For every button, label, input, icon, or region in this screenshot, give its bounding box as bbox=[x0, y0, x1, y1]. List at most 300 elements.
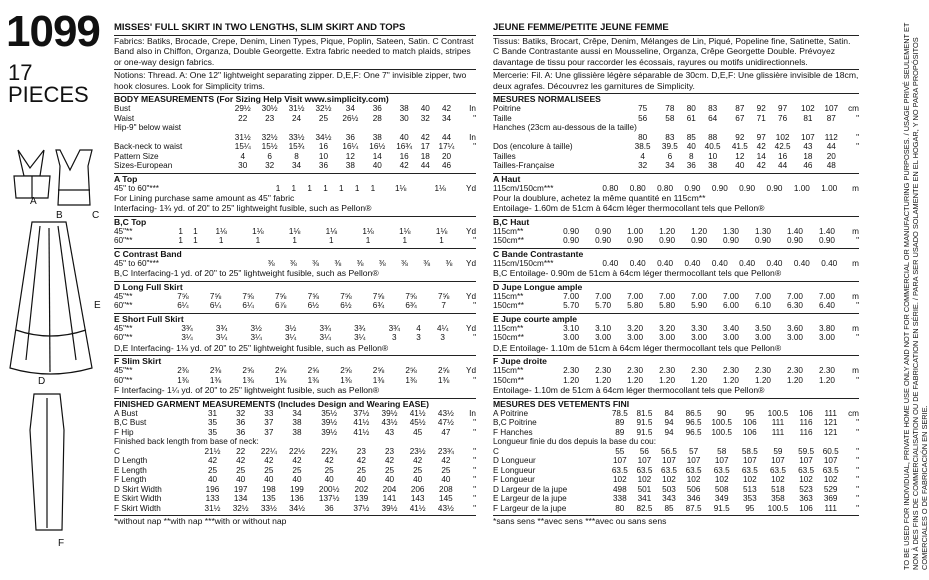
row-label: Longueur finie du dos depuis la base du cou: bbox=[493, 437, 656, 447]
row-value: 3.00 bbox=[595, 333, 612, 343]
row-value: 1⅜ bbox=[372, 375, 385, 385]
row-label: 115cm** bbox=[493, 323, 524, 333]
row-value: 35½ bbox=[321, 408, 338, 418]
row-value: 23 bbox=[384, 446, 395, 456]
row-value: 55 bbox=[615, 446, 625, 456]
table-row bbox=[493, 324, 859, 334]
yardage-section-title: E Short Full Skirt bbox=[114, 313, 184, 324]
table-row bbox=[493, 104, 859, 114]
row-value: 45½ bbox=[409, 418, 426, 428]
row-value: 23 bbox=[356, 446, 366, 456]
row-value: 56 bbox=[639, 446, 649, 456]
row-unit: " bbox=[856, 427, 859, 437]
row-label: D Skirt Width bbox=[114, 484, 162, 494]
table-row bbox=[493, 259, 859, 269]
row-value: 42 bbox=[413, 456, 423, 466]
row-value: 40 bbox=[356, 475, 366, 485]
french-footnote: *sans sens **avec sens ***avec ou sans sens bbox=[493, 516, 667, 527]
row-value: 6 bbox=[267, 151, 272, 161]
row-label: F Largeur de la jupe bbox=[493, 503, 567, 513]
row-value: 2⅜ bbox=[177, 366, 189, 376]
view-label-d: D bbox=[38, 376, 46, 387]
row-value: 199 bbox=[290, 484, 304, 494]
row-value: 346 bbox=[686, 494, 701, 504]
row-unit: " bbox=[856, 333, 859, 343]
row-unit: " bbox=[473, 494, 476, 504]
row-value: 5.90 bbox=[691, 301, 707, 311]
table-row bbox=[114, 418, 476, 428]
row-value: 40 bbox=[384, 475, 395, 485]
view-label-b: B bbox=[56, 210, 63, 221]
row-value: 32 bbox=[265, 161, 275, 171]
row-unit: " bbox=[473, 456, 476, 466]
row-value: 25 bbox=[384, 465, 395, 475]
table-row bbox=[114, 292, 476, 302]
row-value: 1 bbox=[307, 183, 312, 193]
table-row bbox=[114, 494, 476, 504]
row-value: 6¼ bbox=[209, 301, 222, 311]
row-value: 107 bbox=[771, 456, 785, 466]
row-value: 1.20 bbox=[659, 375, 676, 385]
row-value: 107 bbox=[801, 132, 815, 142]
side-disclaimer bbox=[862, 10, 929, 570]
table-row bbox=[493, 437, 859, 447]
row-value: 3¼ bbox=[354, 333, 366, 343]
row-label: 115cm** bbox=[493, 366, 524, 376]
row-value: 58 bbox=[717, 446, 727, 456]
yardage-table bbox=[493, 184, 859, 194]
row-unit: " bbox=[856, 418, 859, 428]
row-value: 518 bbox=[771, 484, 785, 494]
row-value: 63.5 bbox=[741, 465, 758, 475]
row-unit: " bbox=[856, 113, 859, 123]
yardage-section-title: D Long Full Skirt bbox=[114, 281, 183, 292]
row-unit: " bbox=[473, 427, 476, 437]
row-value: 58 bbox=[665, 113, 675, 123]
row-value: 21½ bbox=[204, 446, 221, 456]
row-value: 0.40 bbox=[821, 258, 838, 268]
english-body-table bbox=[114, 104, 476, 171]
table-row bbox=[493, 366, 859, 376]
row-value: 1⅜ bbox=[209, 375, 222, 385]
row-value: 22½ bbox=[289, 446, 305, 456]
row-label: 150cm** bbox=[493, 333, 524, 343]
row-value: 43 bbox=[384, 427, 395, 437]
row-value: 6¾ bbox=[372, 301, 385, 311]
table-row bbox=[493, 114, 859, 124]
row-value: 90 bbox=[717, 408, 727, 418]
row-label: 150cm** bbox=[493, 236, 524, 246]
row-value: 80 bbox=[638, 132, 648, 142]
yardage-note: Entoilage- 1.60m de 51cm à 64cm léger thermocollant tels que Pellon® bbox=[493, 203, 765, 214]
yardage-note: F Interfacing- 1¼ yd. of 20" to 25" lightweight fusible, such as Pellon® bbox=[114, 385, 380, 396]
table-row bbox=[493, 142, 859, 152]
row-value: 31 bbox=[207, 408, 218, 418]
row-value: 67 bbox=[735, 113, 745, 123]
row-value: 39½ bbox=[321, 418, 338, 428]
row-value: 134 bbox=[233, 494, 248, 504]
english-fabrics: Fabrics: Batiks, Brocade, Crepe, Denim, Linen Types, Pique, Poplin, Sateen, Satin. C Contrast Band also in Chiffon, Organza, Double Georgette. Extra fabric needed to match plaids, stripes or one-way design fabrics. bbox=[114, 36, 474, 67]
row-value: 80 bbox=[615, 503, 625, 513]
row-value: 41½ bbox=[409, 503, 426, 513]
row-value: 39½ bbox=[381, 408, 398, 418]
row-value: 1 bbox=[354, 183, 360, 193]
row-unit: " bbox=[856, 446, 859, 456]
row-value: 95 bbox=[745, 408, 755, 418]
row-value: 75 bbox=[638, 104, 648, 114]
row-unit: " bbox=[473, 446, 476, 456]
table-row bbox=[114, 333, 476, 343]
row-label: 60"** bbox=[114, 236, 133, 246]
row-value: 107 bbox=[824, 104, 839, 114]
row-value: 3 bbox=[440, 333, 445, 343]
row-value: 1⅜ bbox=[340, 375, 352, 385]
row-value: 40 bbox=[735, 161, 745, 171]
row-value: 89 bbox=[615, 418, 625, 428]
row-value: 1.30 bbox=[755, 226, 771, 236]
row-value: 0.80 bbox=[602, 183, 619, 193]
row-value: 1 bbox=[178, 236, 183, 246]
row-value: 198 bbox=[261, 484, 276, 494]
row-value: 1.20 bbox=[627, 375, 644, 385]
row-value: 91.5 bbox=[636, 418, 653, 428]
row-value: 43 bbox=[803, 142, 813, 152]
row-value: 7.00 bbox=[595, 291, 612, 301]
row-value: 22 bbox=[238, 113, 248, 123]
table-row bbox=[114, 133, 476, 143]
row-value: 42.5 bbox=[774, 142, 791, 152]
row-value: 25 bbox=[207, 465, 218, 475]
row-value: 2⅝ bbox=[372, 366, 385, 376]
french-notions: Mercerie: Fil. A: Une glissière légère séparable de 30cm. D,E,F: Une glissière invisible de 18cm, deux agrafes. Découvrez les garnitures de Simplicity. bbox=[493, 70, 859, 91]
row-value: 39½ bbox=[321, 427, 338, 437]
row-value: 42 bbox=[756, 161, 766, 171]
row-value: 1⅜ bbox=[405, 375, 417, 385]
row-value: 10 bbox=[708, 151, 718, 161]
row-value: 3¼ bbox=[319, 333, 331, 343]
row-value: 81 bbox=[803, 113, 813, 123]
row-value: 7.00 bbox=[723, 291, 739, 301]
row-value: 32½ bbox=[232, 503, 249, 513]
yardage-table bbox=[114, 259, 476, 269]
row-value: 353 bbox=[742, 494, 757, 504]
row-value: 102 bbox=[823, 475, 838, 485]
row-value: 3.00 bbox=[563, 333, 580, 343]
row-label: F Length bbox=[114, 475, 147, 485]
yardage-note: B,C Entoilage- 0.90m de 51cm à 64cm léger thermocollant tels que Pellon® bbox=[493, 268, 782, 279]
row-value: 102 bbox=[662, 475, 676, 485]
row-unit: Yd bbox=[465, 226, 476, 236]
row-unit: " bbox=[473, 301, 476, 311]
row-value: 16¾ bbox=[396, 142, 413, 152]
table-row bbox=[493, 236, 859, 246]
row-value: 34 bbox=[292, 408, 302, 418]
row-unit: Yd bbox=[465, 183, 476, 193]
row-value: 40 bbox=[264, 475, 274, 485]
row-value: ⅜ bbox=[445, 258, 453, 268]
row-unit bbox=[460, 152, 476, 162]
row-value: 36 bbox=[236, 427, 246, 437]
row-value: 42 bbox=[756, 142, 766, 152]
french-finished-table bbox=[493, 409, 859, 514]
row-value: 106 bbox=[742, 427, 757, 437]
yardage-section-title: C Bande Contrastante bbox=[493, 248, 584, 259]
row-value: 3.80 bbox=[819, 323, 835, 333]
row-value: 38.5 bbox=[634, 142, 651, 152]
row-value: 1⅛ bbox=[362, 226, 374, 236]
row-label: 150cm** bbox=[493, 301, 524, 311]
row-value: 1⅛ bbox=[434, 183, 446, 193]
left-panel bbox=[0, 0, 100, 580]
row-value: 2.30 bbox=[659, 366, 676, 376]
row-label: 60"** bbox=[114, 301, 133, 311]
row-value: 22 bbox=[236, 446, 246, 456]
row-value: 102 bbox=[686, 475, 701, 485]
row-value: 2⅝ bbox=[340, 366, 352, 376]
row-value: 1⅜ bbox=[275, 375, 287, 385]
english-title: MISSES' FULL SKIRT IN TWO LENGTHS, SLIM SKIRT AND TOPS bbox=[114, 22, 406, 33]
row-value: 116 bbox=[799, 418, 813, 428]
row-value: 17¼ bbox=[438, 142, 455, 152]
row-value: 85 bbox=[686, 132, 696, 142]
row-value: 14 bbox=[756, 151, 766, 161]
row-value: 1⅛ bbox=[394, 183, 407, 193]
row-value: 0.90 bbox=[684, 183, 701, 193]
row-value: 6.00 bbox=[723, 301, 739, 311]
row-value: 59.5 bbox=[798, 446, 814, 456]
row-value: 102 bbox=[799, 475, 813, 485]
row-value: 2.30 bbox=[819, 366, 835, 376]
row-value: 7⅝ bbox=[209, 291, 222, 301]
yardage-note: For Lining purchase same amount as 45" fabric bbox=[114, 193, 295, 204]
row-value: 43½ bbox=[437, 503, 454, 513]
row-value: 139 bbox=[354, 494, 369, 504]
row-value: 87.5 bbox=[685, 503, 702, 513]
row-label: 60"** bbox=[114, 333, 133, 343]
row-label: B,C Bust bbox=[114, 418, 147, 428]
row-value: 48 bbox=[826, 161, 836, 171]
row-value: 37½ bbox=[353, 503, 370, 513]
row-value: 200½ bbox=[318, 484, 340, 494]
row-label: D Largeur de la jupe bbox=[493, 484, 568, 494]
row-value: 7.00 bbox=[819, 291, 835, 301]
row-value: 12 bbox=[345, 151, 355, 161]
row-value: 1⅛ bbox=[435, 226, 448, 236]
row-value: 30 bbox=[399, 113, 409, 123]
row-label: Taille bbox=[493, 113, 512, 123]
row-value: 22¾ bbox=[321, 446, 338, 456]
row-value: 529 bbox=[823, 484, 838, 494]
row-value: 6⅞ bbox=[275, 301, 287, 311]
row-value: 102 bbox=[742, 475, 757, 485]
row-value: 30½ bbox=[261, 104, 278, 114]
row-label: 45"** bbox=[114, 323, 133, 333]
row-value: 135 bbox=[261, 494, 276, 504]
table-row bbox=[114, 456, 476, 466]
row-unit: " bbox=[856, 236, 859, 246]
table-row bbox=[114, 301, 476, 311]
row-value: 25 bbox=[264, 465, 274, 475]
row-value: 3¾ bbox=[181, 323, 193, 333]
row-value: 3.00 bbox=[691, 333, 707, 343]
row-value: 4 bbox=[240, 151, 246, 161]
row-value: 111 bbox=[824, 408, 837, 418]
row-unit: Yd bbox=[465, 366, 476, 376]
row-value: 41.5 bbox=[731, 142, 748, 152]
table-row bbox=[114, 475, 476, 485]
table-row bbox=[114, 161, 476, 171]
row-value: 42 bbox=[264, 456, 274, 466]
english-body-heading: BODY MEASUREMENTS (For Sizing Help Visit www.simplicity.com) bbox=[114, 94, 389, 105]
row-unit: " bbox=[856, 503, 859, 513]
row-value: 60.5 bbox=[822, 446, 839, 456]
row-value: 100.5 bbox=[767, 408, 789, 418]
row-label: 45"** bbox=[114, 291, 133, 301]
row-label: 115cm/150cm*** bbox=[493, 258, 554, 268]
yardage-table bbox=[493, 227, 859, 246]
top-bc-illustration bbox=[56, 150, 92, 205]
row-value: 1 bbox=[178, 226, 183, 236]
row-value: 46 bbox=[803, 161, 813, 171]
row-value: 2.30 bbox=[627, 366, 644, 376]
row-value: 3½ bbox=[250, 323, 262, 333]
row-label: Poitrine bbox=[493, 104, 521, 114]
row-label: 115cm** bbox=[493, 291, 524, 301]
table-row bbox=[493, 184, 859, 194]
table-row bbox=[493, 292, 859, 302]
row-value: 10 bbox=[318, 151, 328, 161]
row-value: 40 bbox=[399, 132, 409, 142]
row-value: 6.10 bbox=[755, 301, 771, 311]
row-value: 1.20 bbox=[819, 375, 835, 385]
row-label: F Hanches bbox=[493, 427, 533, 437]
row-value: 42 bbox=[356, 456, 366, 466]
row-value: 44 bbox=[420, 161, 430, 171]
row-value: 42 bbox=[292, 456, 302, 466]
row-value: 338 bbox=[612, 494, 627, 504]
row-value: 94 bbox=[664, 418, 674, 428]
row-value: 34½ bbox=[315, 132, 332, 142]
row-value: 36 bbox=[686, 161, 696, 171]
row-value: 4¼ bbox=[437, 323, 449, 333]
row-value: 3.00 bbox=[627, 333, 644, 343]
row-value: 7.00 bbox=[627, 291, 644, 301]
row-value: 42 bbox=[441, 456, 451, 466]
row-value: 1 bbox=[193, 226, 198, 236]
english-footnote: *without nap **with nap ***with or without nap bbox=[114, 516, 287, 527]
row-value: 3.10 bbox=[563, 323, 580, 333]
yardage-section-title: F Slim Skirt bbox=[114, 356, 162, 367]
row-value: 3¼ bbox=[181, 333, 193, 343]
row-value: 143 bbox=[410, 494, 425, 504]
row-value: 32 bbox=[638, 161, 648, 171]
row-value: 29½ bbox=[234, 104, 251, 114]
row-value: 81.5 bbox=[636, 408, 653, 418]
row-value: 39½ bbox=[381, 503, 398, 513]
row-value: 1.20 bbox=[723, 375, 739, 385]
row-value: 107 bbox=[742, 456, 757, 466]
table-row bbox=[114, 152, 476, 162]
row-value: 94 bbox=[664, 427, 674, 437]
row-value: 63.5 bbox=[611, 465, 628, 475]
row-value: 41½ bbox=[353, 418, 370, 428]
row-unit: " bbox=[856, 301, 859, 311]
row-value: 102 bbox=[771, 475, 785, 485]
row-value: 1 bbox=[255, 236, 261, 246]
row-value: 25 bbox=[292, 465, 302, 475]
table-row bbox=[114, 104, 476, 114]
row-value: 63.5 bbox=[822, 465, 839, 475]
row-value: 63.5 bbox=[713, 465, 730, 475]
row-value: 1 bbox=[218, 236, 224, 246]
row-value: ⅜ bbox=[401, 258, 408, 268]
table-row bbox=[493, 409, 859, 419]
row-value: 0.90 bbox=[563, 226, 580, 236]
row-value: 1.20 bbox=[787, 375, 803, 385]
row-label: C bbox=[493, 446, 499, 456]
row-value: 47 bbox=[441, 427, 451, 437]
row-value: 44 bbox=[826, 142, 836, 152]
row-value: 5.80 bbox=[659, 301, 676, 311]
row-value: 7⅝ bbox=[405, 291, 417, 301]
row-value: 83 bbox=[708, 104, 718, 114]
row-value: 6¾ bbox=[405, 301, 417, 311]
row-unit: " bbox=[473, 333, 476, 343]
row-value: 16 bbox=[778, 151, 788, 161]
yardage-table bbox=[493, 366, 859, 385]
row-value: 23½ bbox=[409, 446, 426, 456]
row-value: 136 bbox=[290, 494, 304, 504]
table-row bbox=[493, 376, 859, 386]
table-row bbox=[493, 152, 859, 162]
row-value: 349 bbox=[714, 494, 729, 504]
row-label: D Length bbox=[114, 456, 148, 466]
row-value: 25 bbox=[356, 465, 366, 475]
row-value: 7⅝ bbox=[340, 291, 352, 301]
row-value: 341 bbox=[637, 494, 652, 504]
row-value: 0.90 bbox=[627, 236, 644, 246]
yardage-note: B,C Interfacing-1 yd. of 20" to 25" lightweight fusible, such as Pellon® bbox=[114, 268, 379, 279]
row-value: 46 bbox=[441, 161, 452, 171]
table-row bbox=[114, 466, 476, 476]
row-value: 12 bbox=[735, 151, 745, 161]
row-value: 40 bbox=[372, 161, 382, 171]
row-value: ⅜ bbox=[334, 258, 342, 268]
row-value: 38 bbox=[372, 132, 382, 142]
pattern-number: 1099 bbox=[6, 7, 100, 56]
row-value: 7.00 bbox=[755, 291, 771, 301]
row-value: 30 bbox=[238, 161, 248, 171]
row-value: 36 bbox=[324, 503, 334, 513]
row-value: 14 bbox=[372, 151, 382, 161]
row-value: 16¼ bbox=[342, 142, 359, 152]
row-value: 2⅝ bbox=[405, 366, 417, 376]
french-yardage bbox=[493, 173, 859, 396]
row-value: 3.50 bbox=[755, 323, 771, 333]
row-unit: " bbox=[473, 503, 476, 513]
row-unit: Yd bbox=[465, 258, 476, 268]
yardage-section-title: E Jupe courte ample bbox=[493, 313, 578, 324]
row-value: 18 bbox=[420, 151, 430, 161]
row-value: 111 bbox=[824, 503, 837, 513]
row-unit: " bbox=[473, 113, 476, 123]
row-unit: " bbox=[473, 465, 476, 475]
row-value: 7⅝ bbox=[275, 291, 287, 301]
yardage-section-title: F Jupe droite bbox=[493, 356, 547, 367]
row-value: 0.90 bbox=[563, 236, 580, 246]
row-value: 1 bbox=[439, 236, 444, 246]
table-row bbox=[493, 301, 859, 311]
